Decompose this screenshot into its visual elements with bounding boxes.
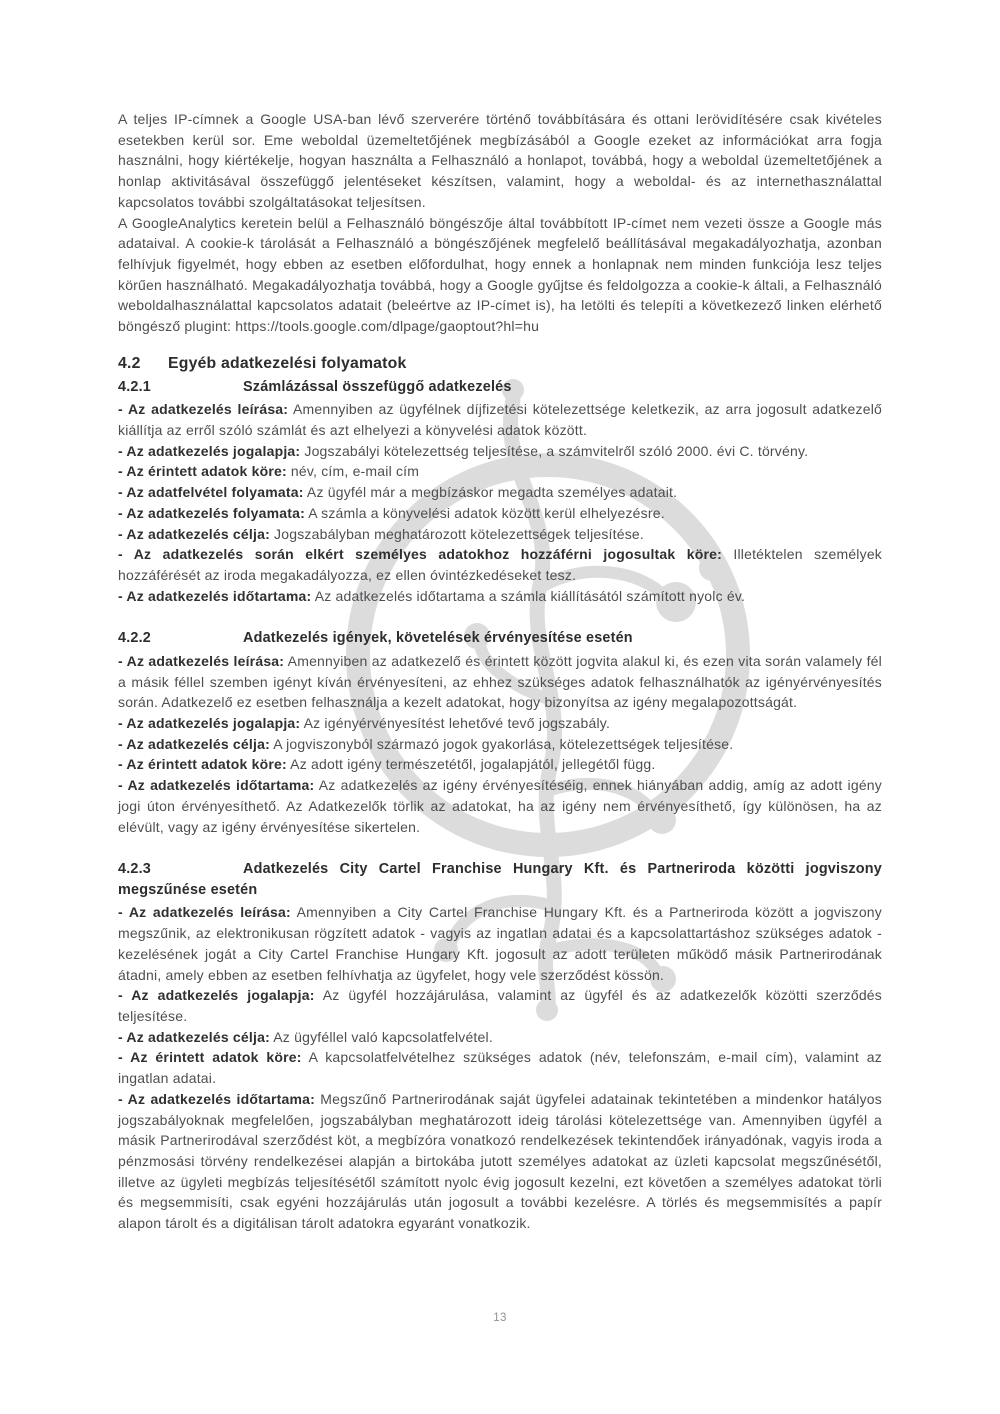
item-label: - Az érintett adatok köre:	[118, 756, 287, 773]
policy-item	[118, 734, 882, 755]
policy-item	[118, 902, 882, 985]
section-4-2-3-number: 4.2.3	[118, 861, 152, 878]
policy-item	[118, 1089, 882, 1234]
policy-item	[118, 1047, 882, 1088]
section-4-2-3-heading	[118, 859, 882, 900]
item-text: A számla a könyvelési adatok között kerül elhelyezésre.	[308, 504, 665, 521]
section-4-2-1-heading	[118, 377, 882, 398]
item-text: Az adatkezelés időtartama a számla kiállításától számított nyolc év.	[314, 587, 746, 604]
policy-item	[118, 651, 882, 713]
policy-item	[118, 713, 882, 734]
policy-item	[118, 985, 882, 1026]
item-label: - Az adatkezelés időtartama:	[118, 1090, 315, 1107]
paragraph-google-analytics	[118, 213, 882, 337]
item-label: - Az adatkezelés időtartama:	[118, 777, 315, 794]
item-text: A jogviszonyból származó jogok gyakorlása, kötelezettségek teljesítése.	[273, 735, 734, 752]
section-4-2-title: Egyéb adatkezelési folyamatok	[168, 354, 407, 372]
gaoptout-link[interactable]: https://tools.google.com/dlpage/gaoptout?hl=hu	[235, 318, 540, 335]
item-label: - Az érintett adatok köre:	[118, 1049, 302, 1066]
item-text: Az adatkezelés az igény érvényesítéséig, ennek hiányában addig, amíg az adott igény jogi úton érvényesíthető. Az Adatkezelők törlik az adatokat, ha az igény nem érvényesíthető, így különösen, ha az elévült, vagy az igény érvényesítése sikertelen.	[118, 777, 882, 835]
item-text: név, cím, e-mail cím	[290, 463, 420, 480]
item-text: Illetéktelen személyek hozzáférését az iroda megakadályozza, ez ellen óvintézkedéseket tesz.	[118, 546, 883, 583]
item-text: Amennyiben az ügyfélnek díjfizetési kötelezettsége keletkezik, az arra jogosult adatkezelő kiállítja az erről szóló számlát és azt elhelyezi a könyvelési adatok között.	[118, 401, 882, 439]
policy-item	[118, 503, 882, 524]
section-4-2-number: 4.2	[118, 354, 141, 372]
item-label: - Az adatkezelés leírása:	[118, 904, 291, 921]
item-text: Az ügyféllel való kapcsolatfelvétel.	[273, 1028, 493, 1045]
section-4-2-2-title: Adatkezelés igények, követelések érvényesítése esetén	[243, 630, 633, 647]
policy-item	[118, 461, 882, 482]
item-text: Az ügyfél hozzájárulása, valamint az ügyfél és az adatkezelők közötti szerződés teljesítése.	[118, 987, 882, 1024]
policy-item	[118, 524, 882, 545]
item-label: - Az adatkezelés során elkért személyes adatokhoz hozzáférni jogosultak köre:	[118, 546, 722, 563]
item-text: Amennyiben a City Cartel Franchise Hungary Kft. és a Partneriroda között a jogviszony megszűnik, az elektronikusan rögzített adatok - vagyis az ingatlan adatai és a kapcsolattartáshoz szükséges adatok - kezelésének jogát a City Cartel Franchise Hungary Kft. jogosult az adott területen működő másik Partnerirodának átadni, amely ebben az esetben felhívhatja az ügyfelet, hogy vele szerződést kössön.	[118, 904, 882, 983]
item-label: - Az adatkezelés jogalapja:	[118, 987, 315, 1004]
item-label: - Az adatkezelés jogalapja:	[118, 442, 301, 459]
section-4-2-heading	[118, 353, 882, 374]
item-label: - Az adatkezelés célja:	[118, 525, 270, 542]
policy-item	[118, 544, 882, 585]
section-4-2-3-title: Adatkezelés City Cartel Franchise Hungary Kft. és Partneriroda közötti jogviszony megszűnése esetén	[118, 861, 882, 898]
item-text: Megszűnő Partnerirodának saját ügyfelei adatainak tekintetében a mindenkor hatályos jogszabályoknak megfelelően, jogszabályban meghatározott ideig tárolási kötelezettsége van. Amennyiben ügyfél a másik Partnerirodával szerződést köt, a megbízóra vonatkozó rendelkezések tekintendőek irányadónak, vagyis iroda a pénzmosási törvény rendelkezései alapján a birtokába jutott személyes adatokat az üzleti kapcsolat megszűnésétől, illetve az ügyleti megbízás teljesítésétől számított nyolc évig jogosult kezelni, ezt követően a személyes adatokat törli és megsemmisíti, csak egyéni hozzájárulás után jogosult a további kezelésre. A törlés és megsemmisítés a papír alapon tárolt és a digitálisan tárolt adatokra egyaránt vonatkozik.	[118, 1090, 882, 1232]
item-text: Az igényérvényesítést lehetővé tevő jogszabály.	[303, 715, 611, 732]
item-text: Jogszabályi kötelezettség teljesítése, a számvitelről szóló 2000. évi C. törvény.	[304, 442, 809, 459]
item-text: Az ügyfél már a megbízáskor megadta személyes adatait.	[306, 484, 678, 501]
policy-item	[118, 775, 882, 837]
item-label: - Az adatkezelés célja:	[118, 1028, 270, 1045]
item-text: Az adott igény természetétől, jogalapjától, jellegétől függ.	[290, 756, 656, 773]
section-4-2-1-title: Számlázással összefüggő adatkezelés	[243, 378, 512, 395]
item-text: Amennyiben az adatkezelő és érintett között jogvita alakul ki, és ezen vita során valamely fél a másik féllel szemben igényt kíván érvényesíteni, az ehhez szükséges adatok felhasználhatók az igényérvényesítés során. Adatkezelő ez esetben felhasználja a kezelt adatokat, hogy bizonyítsa az igény megalapozottságát.	[118, 652, 882, 711]
policy-item	[118, 1027, 882, 1048]
paragraph-ip-forwarding: A teljes IP-címnek a Google USA-ban lévő szerverére történő továbbítására és ottani lerövidítésére csak kivételes esetekben kerül sor. Eme weboldal üzemeltetőjének megbízásából a Google ezeket az információkat arra fogja használni, hogy kiértékelje, hogyan használta a Felhasználó a honlapot, továbbá, hogy a weboldal üzemeltetőjének a honlap aktivitásával összefüggő jelentéseket készítsen, valamint, hogy a weboldal- és az internethasználattal kapcsolatos további szolgáltatásokat teljesítsen.	[118, 111, 882, 210]
document-body	[118, 109, 882, 1234]
paragraph-google-analytics-text: A GoogleAnalytics keretein belül a Felhasználó böngészője által továbbított IP-címet nem vezeti össze a Google más adataival. A cookie-k tárolását a Felhasználó a böngészőjének megfelelő beállításával megakadályozhatja, azonban felhívjuk figyelmét, hogy ebben az esetben előfordulhat, hogy ennek a honlapnak nem minden funkciója lesz teljes körűen használható. Megakadályozhatja továbbá, hogy a Google gyűjtse és feldolgozza a cookie-k általi, a Felhasználó weboldalhasználattal kapcsolatos adatait (beleértve az IP-címet is), ha letölti és telepíti a következező linken elérhető böngésző plugint:	[118, 214, 882, 335]
policy-item	[118, 441, 882, 462]
section-4-2-2-heading	[118, 628, 882, 649]
page-number: 13	[493, 1312, 507, 1324]
item-text: A kapcsolatfelvételhez szükséges adatok (név, telefonszám, e-mail cím), valamint az ingatlan adatai.	[118, 1049, 882, 1087]
item-label: - Az érintett adatok köre:	[118, 463, 287, 480]
policy-item	[118, 586, 882, 607]
item-label: - Az adatkezelés leírása:	[118, 401, 289, 418]
policy-item	[118, 754, 882, 775]
section-4-2-1-number: 4.2.1	[118, 378, 152, 395]
policy-item	[118, 482, 882, 503]
item-label: - Az adatfelvétel folyamata:	[118, 484, 304, 501]
policy-item	[118, 399, 882, 440]
item-label: - Az adatkezelés leírása:	[118, 652, 285, 669]
section-4-2-2-number: 4.2.2	[118, 630, 152, 647]
item-label: - Az adatkezelés folyamata:	[118, 504, 305, 521]
item-label: - Az adatkezelés időtartama:	[118, 587, 312, 604]
item-label: - Az adatkezelés jogalapja:	[118, 715, 301, 732]
item-text: Jogszabályban meghatározott kötelezettségek teljesítése.	[274, 525, 645, 542]
item-label: - Az adatkezelés célja:	[118, 735, 270, 752]
